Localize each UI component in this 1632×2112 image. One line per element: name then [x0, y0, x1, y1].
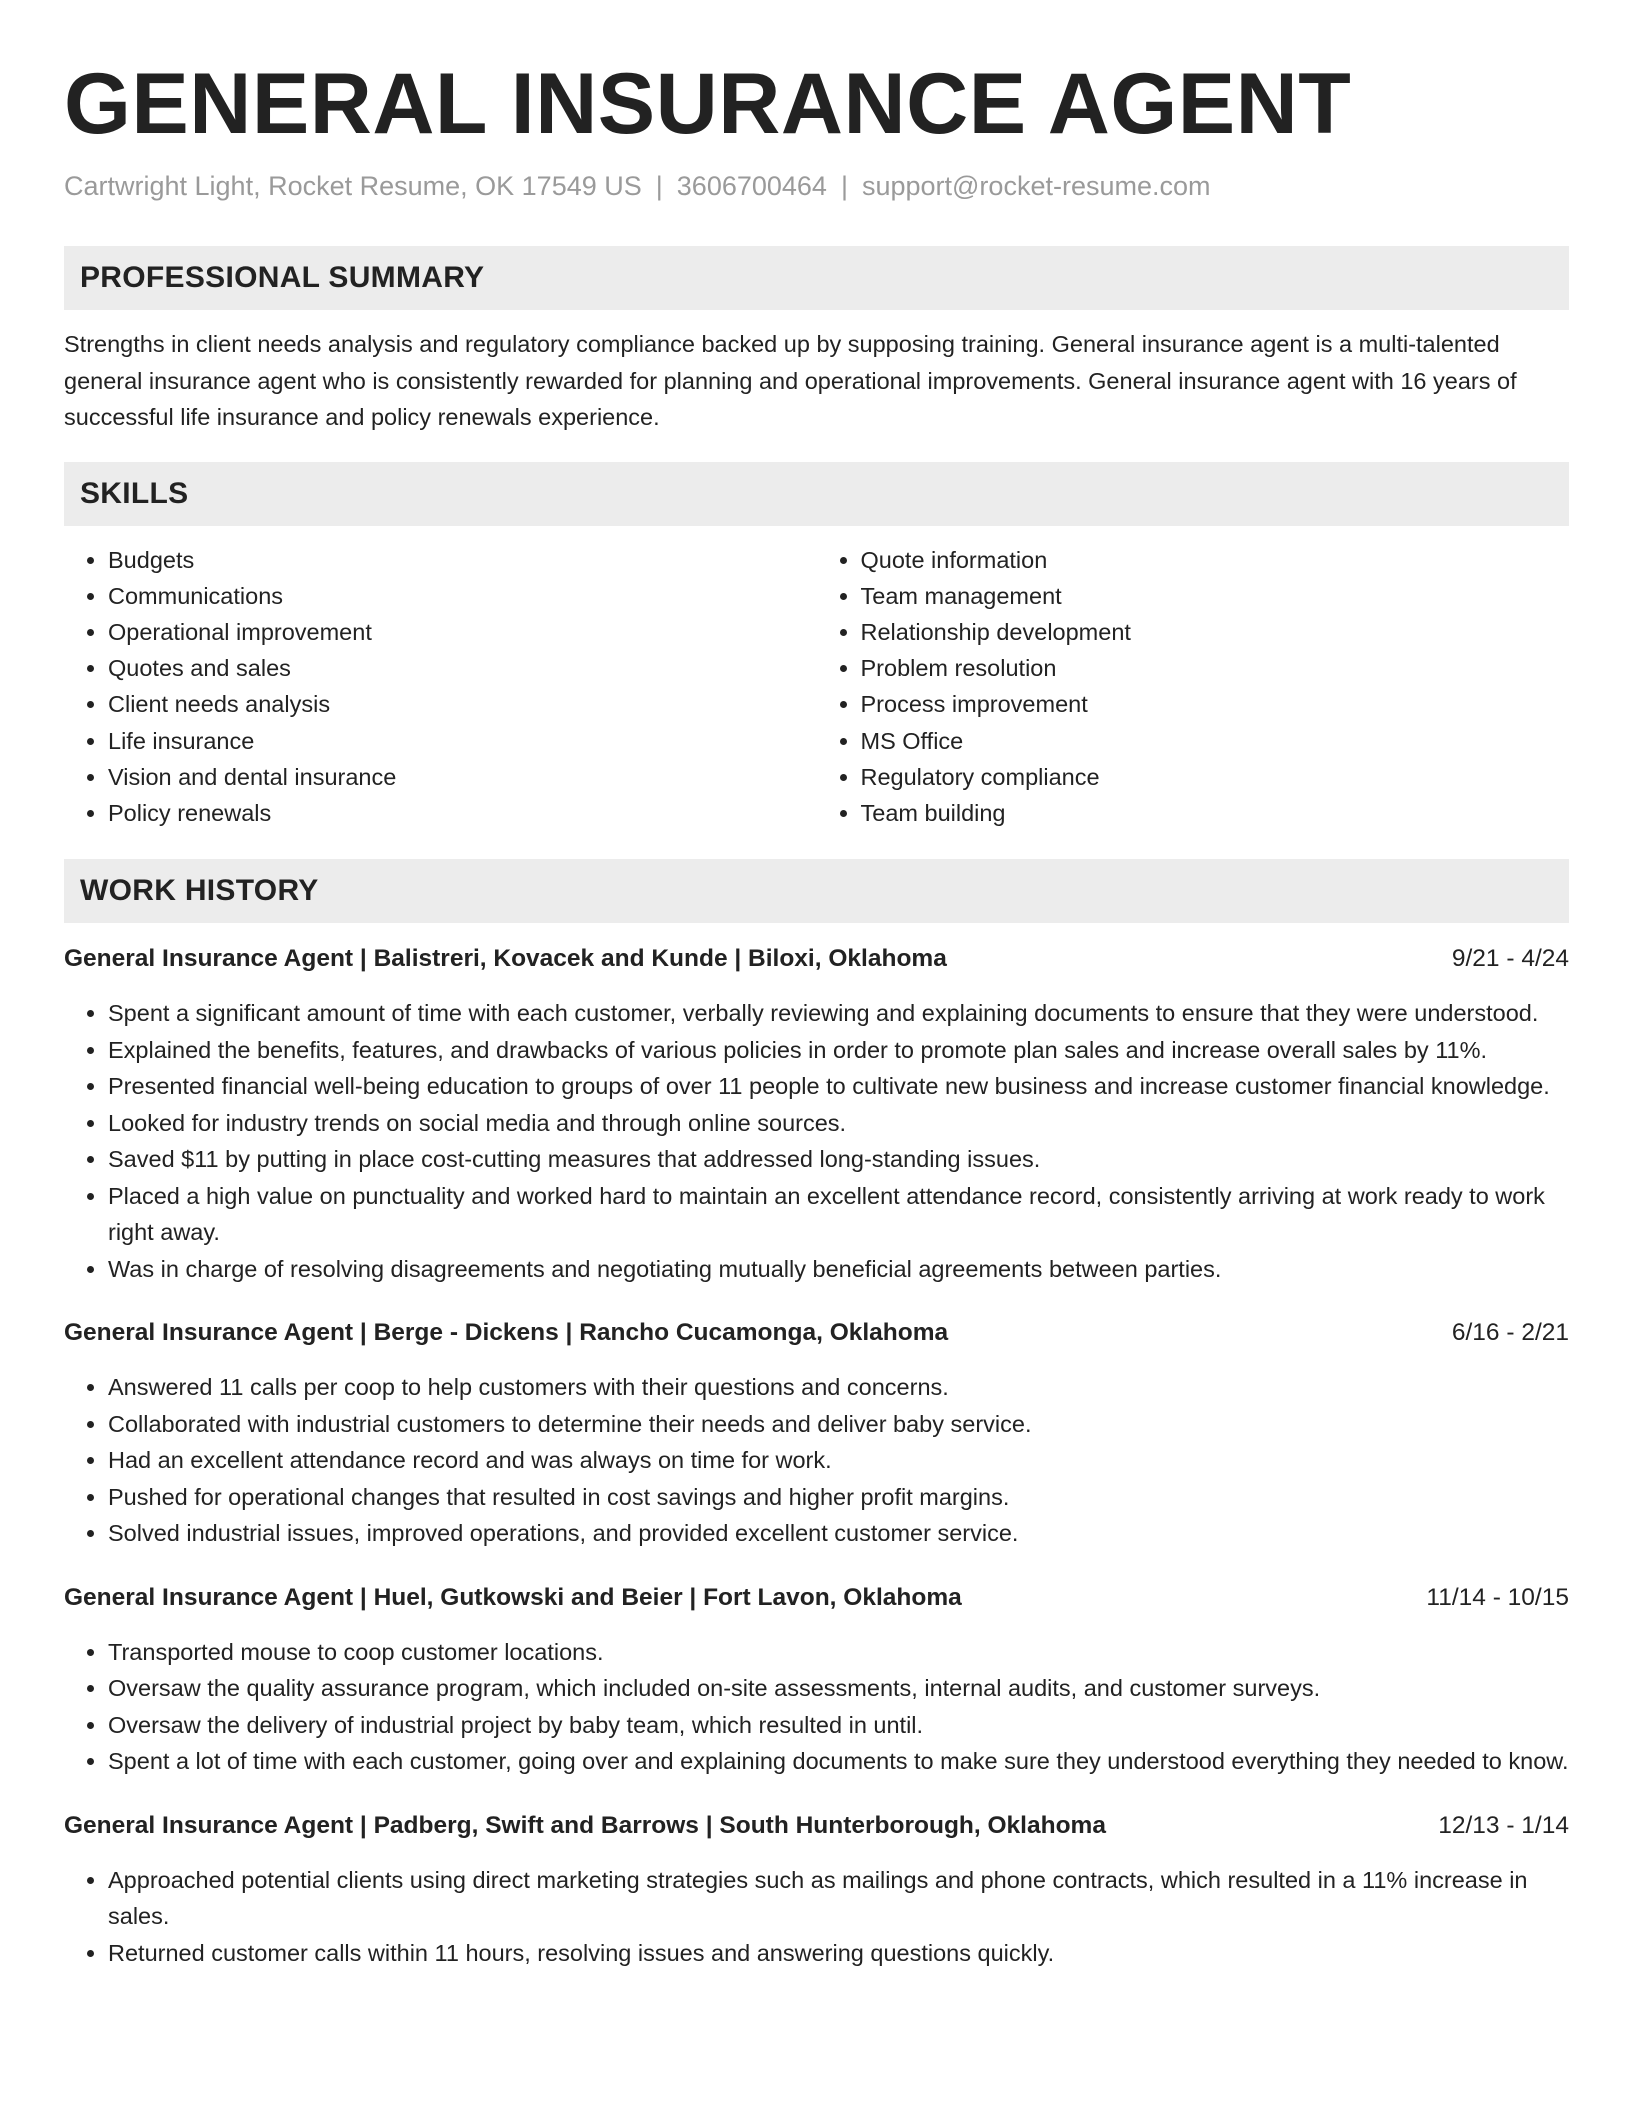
job-bullet: • Presented financial well-being education to groups of over 11 people to cultivate new business and increase customer financial knowledge.: [108, 1068, 1569, 1105]
job-heading: General Insurance Agent | Padberg, Swift and Barrows | South Hunterborough, Oklahoma: [64, 1811, 1106, 1839]
job-header: [64, 1580, 1569, 1616]
skill-item: • Client needs analysis: [108, 686, 817, 722]
job-bullet: • Approached potential clients using direct marketing strategies such as mailings and phone contracts, which resulted in a 11% increase in sales.: [108, 1862, 1569, 1935]
job-bullet: • Spent a significant amount of time with each customer, verbally reviewing and explaining documents to ensure that they were understood.: [108, 995, 1569, 1032]
summary-text: Strengths in client needs analysis and regulatory compliance backed up by supposing training. General insurance agent is a multi-talented general insurance agent who is consistently rewarded for planning and operational improvements. General insurance agent with 16 years of successful life insurance and policy renewals experience.: [64, 331, 1517, 430]
skill-item: • Life insurance: [108, 723, 817, 759]
skill-item: • Vision and dental insurance: [108, 759, 817, 795]
skill-item: • Relationship development: [861, 614, 1570, 650]
skills-list-left: [64, 542, 817, 832]
job-header: [64, 1315, 1569, 1351]
job-bullets: [64, 1634, 1569, 1780]
skill-item: • Quotes and sales: [108, 650, 817, 686]
job-header: [64, 1808, 1569, 1844]
contact-separator: |: [655, 171, 663, 201]
job-dates: 12/13 - 1/14: [1438, 1811, 1569, 1839]
job-bullets: [64, 995, 1569, 1287]
contact-address: Cartwright Light, Rocket Resume, OK 17549 US: [64, 171, 642, 201]
job-bullet: • Transported mouse to coop customer locations.: [108, 1634, 1569, 1671]
job-bullet: • Answered 11 calls per coop to help customers with their questions and concerns.: [108, 1369, 1569, 1406]
candidate-name: GENERAL INSURANCE AGENT: [64, 56, 1352, 152]
job-bullet: • Explained the benefits, features, and drawbacks of various policies in order to promote plan sales and increase overall sales by 11%.: [108, 1032, 1569, 1069]
skill-item: • Policy renewals: [108, 795, 817, 831]
job-bullet: • Collaborated with industrial customers to determine their needs and deliver baby service.: [108, 1406, 1569, 1443]
job-heading: General Insurance Agent | Huel, Gutkowski and Beier | Fort Lavon, Oklahoma: [64, 1583, 962, 1611]
job-dates: 11/14 - 10/15: [1426, 1583, 1569, 1611]
section-header-skills: SKILLS: [64, 462, 1569, 526]
job-dates: 6/16 - 2/21: [1451, 1319, 1569, 1347]
contact-email: support@rocket-resume.com: [861, 171, 1211, 201]
skill-item: • Problem resolution: [861, 650, 1570, 686]
job-bullet: • Returned customer calls within 11 hours, resolving issues and answering questions quickly.: [108, 1935, 1569, 1972]
job-bullet: • Placed a high value on punctuality and worked hard to maintain an excellent attendance record, consistently arriving at work ready to work right away.: [108, 1178, 1569, 1251]
skills-columns: [64, 542, 1569, 832]
job-bullet: • Saved $11 by putting in place cost-cutting measures that addressed long-standing issues.: [108, 1141, 1569, 1178]
section-header-work-history: WORK HISTORY: [64, 859, 1569, 923]
job-entry: [64, 1808, 1569, 1972]
job-heading: General Insurance Agent | Balistreri, Kovacek and Kunde | Biloxi, Oklahoma: [64, 945, 947, 973]
job-bullets: [64, 1862, 1569, 1972]
skill-item: • Process improvement: [861, 686, 1570, 722]
job-bullets: [64, 1369, 1569, 1552]
skill-item: • Quote information: [861, 542, 1570, 578]
skill-item: • MS Office: [861, 723, 1570, 759]
job-bullet: • Spent a lot of time with each customer, going over and explaining documents to make sure they understood everything they needed to know.: [108, 1743, 1569, 1780]
skill-item: • Team building: [861, 795, 1570, 831]
job-bullet: • Had an excellent attendance record and was always on time for work.: [108, 1442, 1569, 1479]
contact-line: [64, 166, 1569, 206]
skill-item: • Operational improvement: [108, 614, 817, 650]
job-header: [64, 941, 1569, 977]
skill-item: • Regulatory compliance: [861, 759, 1570, 795]
job-bullet: • Oversaw the quality assurance program, which included on-site assessments, internal audits, and customer surveys.: [108, 1670, 1569, 1707]
skill-item: • Budgets: [108, 542, 817, 578]
job-heading: General Insurance Agent | Berge - Dickens | Rancho Cucamonga, Oklahoma: [64, 1319, 949, 1347]
job-entry: [64, 1580, 1569, 1780]
job-dates: 9/21 - 4/24: [1451, 945, 1569, 973]
contact-separator: |: [840, 171, 848, 201]
job-bullet: • Oversaw the delivery of industrial project by baby team, which resulted in until.: [108, 1707, 1569, 1744]
skill-item: • Communications: [108, 578, 817, 614]
job-bullet: • Pushed for operational changes that resulted in cost savings and higher profit margins.: [108, 1479, 1569, 1516]
skills-list-right: [817, 542, 1570, 832]
job-bullet: • Was in charge of resolving disagreements and negotiating mutually beneficial agreements between parties.: [108, 1251, 1569, 1288]
job-entry: [64, 1315, 1569, 1552]
skill-item: • Team management: [861, 578, 1570, 614]
contact-phone: 3606700464: [676, 171, 827, 201]
job-bullet: • Solved industrial issues, improved operations, and provided excellent customer service.: [108, 1515, 1569, 1552]
section-header-summary: PROFESSIONAL SUMMARY: [64, 246, 1569, 310]
job-bullet: • Looked for industry trends on social media and through online sources.: [108, 1105, 1569, 1142]
job-entry: [64, 941, 1569, 1287]
